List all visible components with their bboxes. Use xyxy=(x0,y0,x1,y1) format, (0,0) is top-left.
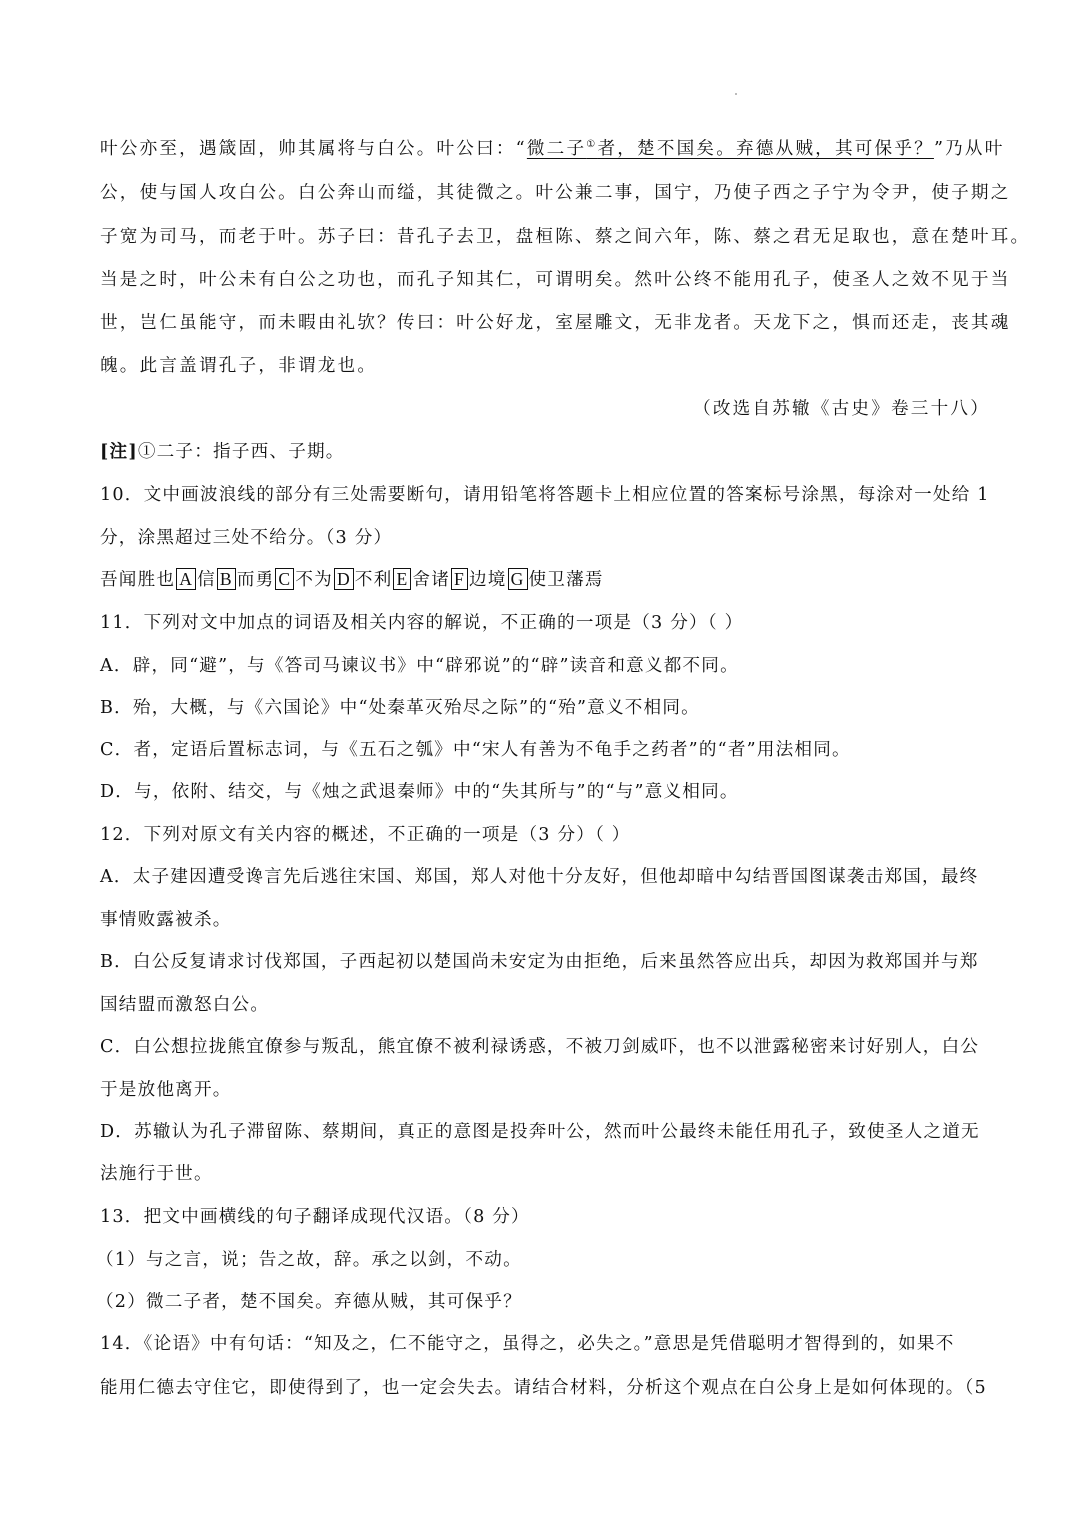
passage-line-5: 世，岂仁虽能守，而未暇由礼欤？传曰：叶公好龙，室屋雕文，无非龙者。天龙下之，惧而还走，丧其魂 xyxy=(100,313,1011,333)
q14-stem-line-2: 能用仁德去守住它，即使得到了，也一定会失去。请结合材料，分析这个观点在白公身上是如何体现的。（5 xyxy=(100,1378,987,1398)
answer-box-b[interactable]: B xyxy=(217,568,236,590)
q14-stem-line-1: 14．《论语》中有句话：“知及之，仁不能守之，虽得之，必失之。”意思是凭借聪明才智得到的，如果不 xyxy=(100,1334,955,1354)
passage-line-3: 子宽为司马，而老于叶。苏子曰：昔孔子去卫，盘桓陈、蔡之间六年，陈、蔡之君无足取也，意在楚叶耳。 xyxy=(100,227,1031,247)
answer-box-f[interactable]: F xyxy=(451,568,468,590)
passage-line-4: 当是之时，叶公未有白公之功也，而孔子知其仁，可谓明矣。然叶公终不能用孔子，使圣人之效不见于当 xyxy=(100,270,1011,290)
passage-line-2: 公，使与国人攻白公。白公奔山而缢，其徒微之。叶公兼二事，国宁，乃使子西之子宁为令尹，使子期之 xyxy=(100,183,1011,203)
scan-speck xyxy=(735,93,737,95)
footnote-label: [注] xyxy=(100,441,138,462)
q10-stem-line-2: 分，涂黑超过三处不给分。（3 分） xyxy=(100,528,393,548)
q12-option-a-line-1: A．太子建因遭受谗言先后逃往宋国、郑国，郑人对他十分友好，但他却暗中勾结晋国图谋袭击郑国，最终 xyxy=(100,867,979,887)
q11-option-c: C．者，定语后置标志词，与《五石之瓠》中“宋人有善为不龟手之药者”的“者”用法相同。 xyxy=(100,740,851,760)
q11-stem: 11．下列对文中加点的词语及相关内容的解说，不正确的一项是（3 分）（ ） xyxy=(100,613,744,633)
q12-option-c-line-1: C．白公想拉拢熊宜僚参与叛乱，熊宜僚不被利禄诱惑，不被刀剑威吓，也不以泄露秘密来讨好别人，白公 xyxy=(100,1037,980,1057)
passage-line-1: 叶公亦至，遇箴固，帅其属将与白公。叶公曰：“微二子①者，楚不国矣。弃德从贼，其可保乎？”乃从叶 xyxy=(100,139,1005,159)
footnote-marker: ① xyxy=(586,139,598,150)
q13-stem: 13．把文中画横线的句子翻译成现代汉语。（8 分） xyxy=(100,1207,530,1227)
answer-box-d[interactable]: D xyxy=(334,568,354,590)
q12-option-c-line-2: 于是放他离开。 xyxy=(100,1080,232,1100)
q11-option-b: B．殆，大概，与《六国论》中“处秦革灭殆尽之际”的“殆”意义不相同。 xyxy=(100,698,700,718)
q12-option-d-line-2: 法施行于世。 xyxy=(100,1164,213,1184)
passage-line-6: 魄。此言盖谓孔子，非谓龙也。 xyxy=(100,356,378,376)
answer-box-g[interactable]: G xyxy=(508,568,528,590)
q11-option-a: A．辟，同“避”，与《答司马谏议书》中“辟邪说”的“辟”读音和意义都不同。 xyxy=(100,656,739,676)
q12-option-a-line-2: 事情败露被杀。 xyxy=(100,910,232,930)
q12-option-d-line-1: D．苏辙认为孔子滞留陈、蔡期间，真正的意图是投奔叶公，然而叶公最终未能任用孔子，致使圣人之道无 xyxy=(100,1122,980,1142)
passage-source: （改选自苏辙《古史》卷三十八） xyxy=(693,399,990,419)
q11-option-d: D．与，依附、结交，与《烛之武退秦师》中的“失其所与”的“与”意义相同。 xyxy=(100,782,739,802)
answer-box-e[interactable]: E xyxy=(393,568,411,590)
q13-sentence-1: （1）与之言，说；告之故，辞。承之以剑，不动。 xyxy=(96,1250,522,1270)
q12-option-b-line-1: B．白公反复请求讨伐郑国，子西起初以楚国尚未安定为由拒绝，后来虽然答应出兵，却因为救郑国并与郑 xyxy=(100,952,979,972)
underlined-sentence: 微二子①者，楚不国矣。弃德从贼，其可保乎？ xyxy=(526,139,934,159)
q12-stem: 12．下列对原文有关内容的概述，不正确的一项是（3 分）（ ） xyxy=(100,825,631,845)
q13-sentence-2: （2）微二子者，楚不国矣。弃德从贼，其可保乎？ xyxy=(96,1292,522,1312)
answer-box-a[interactable]: A xyxy=(176,568,196,590)
answer-box-c[interactable]: C xyxy=(275,568,294,590)
q10-segments: 吾闻胜也 A 信 B 而勇 C 不为 D 不利 E 舍诸 F 边境 G 使卫藩焉 xyxy=(100,569,604,590)
q12-option-b-line-2: 国结盟而激怒白公。 xyxy=(100,995,270,1015)
q10-stem-line-1: 10．文中画波浪线的部分有三处需要断句，请用铅笔将答题卡上相应位置的答案标号涂黑，每涂对一处给 1 xyxy=(100,485,990,505)
footnote: [注]①二子：指子西、子期。 xyxy=(100,441,345,462)
